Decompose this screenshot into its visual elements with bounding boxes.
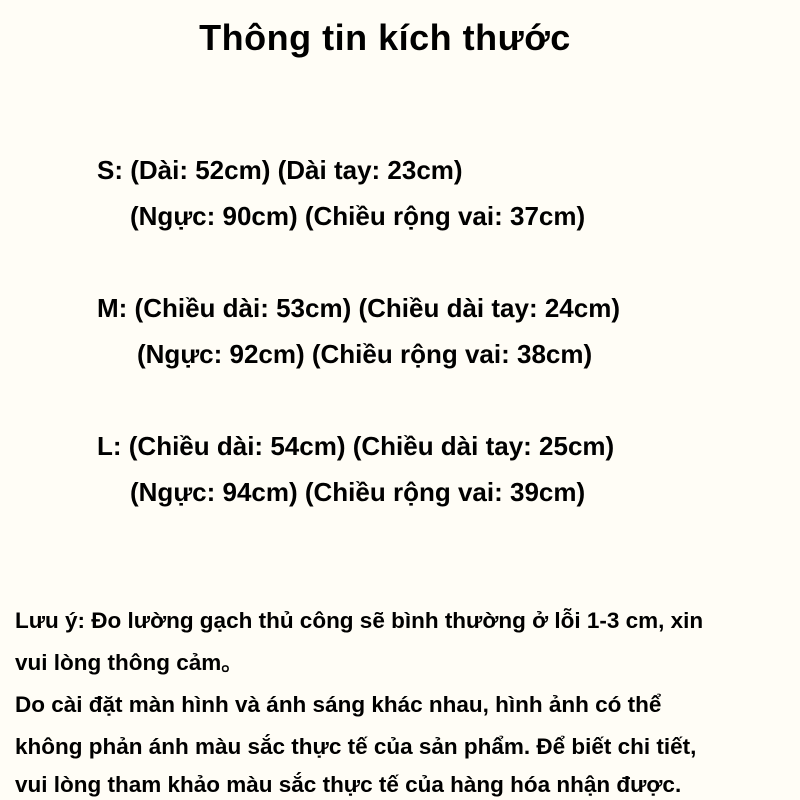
- size-m-line-2: (Ngực: 92cm) (Chiều rộng vai: 38cm): [137, 339, 593, 369]
- note-line-4: không phản ánh màu sắc thực tế của sản phẩm. Để biết chi tiết,: [15, 734, 697, 759]
- size-l-line-2: (Ngực: 94cm) (Chiều rộng vai: 39cm): [130, 477, 586, 507]
- page-title: Thông tin kích thước: [199, 17, 571, 58]
- note-line-2: vui lòng thông cảm。: [15, 650, 244, 675]
- size-s-line-2: (Ngực: 90cm) (Chiều rộng vai: 37cm): [130, 201, 586, 231]
- size-s-line-1: S: (Dài: 52cm) (Dài tay: 23cm): [97, 155, 463, 185]
- note-line-5: vui lòng tham khảo màu sắc thực tế của hàng hóa nhận được.: [15, 772, 682, 797]
- size-m-line-1: M: (Chiều dài: 53cm) (Chiều dài tay: 24cm): [97, 293, 620, 323]
- note-line-3: Do cài đặt màn hình và ánh sáng khác nhau, hình ảnh có thể: [15, 692, 662, 717]
- size-l-line-1: L: (Chiều dài: 54cm) (Chiều dài tay: 25cm): [97, 431, 615, 461]
- note-line-1: Lưu ý: Đo lường gạch thủ công sẽ bình thường ở lỗi 1-3 cm, xin: [15, 608, 704, 633]
